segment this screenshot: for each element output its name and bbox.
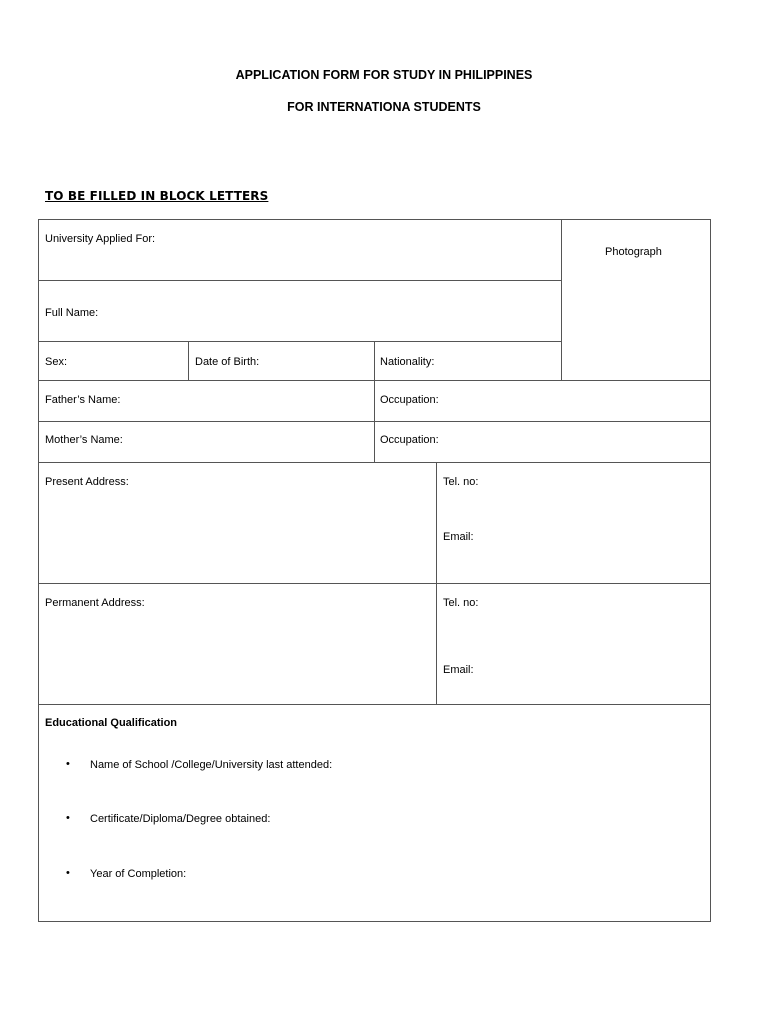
table-border-bottom xyxy=(38,921,711,922)
bullet-icon: • xyxy=(66,867,70,879)
university-applied-for-field[interactable]: University Applied For: xyxy=(45,233,156,245)
table-border-top xyxy=(38,219,711,220)
mothers-occupation-field[interactable]: Occupation: xyxy=(380,434,439,446)
table-border-right xyxy=(710,219,711,922)
row-divider xyxy=(38,280,561,281)
form-title: APPLICATION FORM FOR STUDY IN PHILIPPINES xyxy=(235,68,533,82)
sex-field[interactable]: Sex: xyxy=(45,356,68,368)
nationality-field[interactable]: Nationality: xyxy=(380,356,435,368)
bullet-icon: • xyxy=(66,812,70,824)
present-email-field[interactable]: Email: xyxy=(443,531,474,543)
present-address-field[interactable]: Present Address: xyxy=(45,476,129,488)
full-name-field[interactable]: Full Name: xyxy=(45,307,99,319)
certificate-obtained-field[interactable]: Certificate/Diploma/Degree obtained: xyxy=(90,813,271,825)
present-tel-field[interactable]: Tel. no: xyxy=(443,476,479,488)
photograph-box: Photograph xyxy=(605,246,662,258)
photograph-divider xyxy=(561,219,562,381)
application-form-table xyxy=(38,219,711,922)
permanent-address-field[interactable]: Permanent Address: xyxy=(45,597,145,609)
bullet-icon: • xyxy=(66,758,70,770)
block-letters-instruction: TO BE FILLED IN BLOCK LETTERS xyxy=(45,189,269,203)
form-subtitle: FOR INTERNATIONA STUDENTS xyxy=(287,100,481,114)
fathers-occupation-field[interactable]: Occupation: xyxy=(380,394,439,406)
permanent-email-field[interactable]: Email: xyxy=(443,664,474,676)
column-divider xyxy=(374,341,375,463)
row-divider xyxy=(38,704,711,705)
row-divider xyxy=(38,341,561,342)
fathers-name-field[interactable]: Father’s Name: xyxy=(45,394,121,406)
year-of-completion-field[interactable]: Year of Completion: xyxy=(90,868,187,880)
row-divider xyxy=(38,583,711,584)
column-divider xyxy=(188,341,189,381)
educational-qualification-heading: Educational Qualification xyxy=(45,717,178,729)
school-last-attended-field[interactable]: Name of School /College/University last attended: xyxy=(90,759,333,771)
mothers-name-field[interactable]: Mother’s Name: xyxy=(45,434,123,446)
permanent-tel-field[interactable]: Tel. no: xyxy=(443,597,479,609)
date-of-birth-field[interactable]: Date of Birth: xyxy=(195,356,260,368)
column-divider xyxy=(436,462,437,705)
table-border-left xyxy=(38,219,39,922)
